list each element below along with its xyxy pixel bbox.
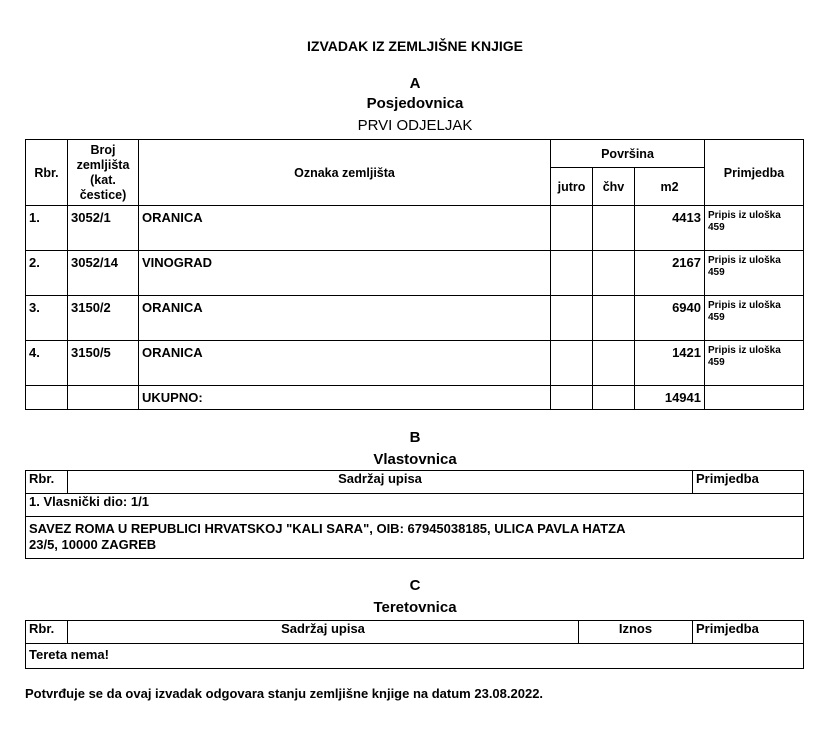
header-povrsina: Površina [551,140,705,168]
row-broj: 3150/2 [68,296,139,341]
c-header-rbr: Rbr. [26,621,68,644]
row-chv [593,341,635,386]
posjedovnica-table [25,139,804,410]
row-rbr: 3. [26,296,68,341]
owner-line2: 23/5, 10000 ZAGREB [29,537,157,552]
row-jutro [551,251,593,296]
header-m2: m2 [635,168,705,206]
row-primjedba-line1: Pripis iz uloška [708,345,781,356]
ownership-share: 1. Vlasnički dio: 1/1 [26,494,804,517]
header-rbr: Rbr. [26,140,68,206]
total-m2: 14941 [635,386,705,410]
row-m2: 4413 [635,206,705,251]
total-broj-empty [68,386,139,410]
b-header-sadrzaj: Sadržaj upisa [68,471,693,494]
header-oznaka: Oznaka zemljišta [139,140,551,206]
section-a-subtitle: PRVI ODJELJAK [357,117,473,134]
encumbrance-entry: Tereta nema! [26,644,804,669]
row-jutro [551,206,593,251]
total-primjedba-empty [705,386,804,410]
header-broj-line4: čestice) [79,187,127,202]
row-m2: 2167 [635,251,705,296]
header-chv: čhv [593,168,635,206]
total-row [26,386,804,410]
owner-line1: SAVEZ ROMA U REPUBLICI HRVATSKOJ "KALI SARA", OIB: 67945038185, ULICA PAVLA HATZA [29,521,626,536]
table-row [26,206,804,251]
header-broj-line1: Broj [90,142,116,157]
row-m2: 1421 [635,341,705,386]
section-a-letter: A [409,75,421,92]
row-broj: 3052/14 [68,251,139,296]
document-title: IZVADAK IZ ZEMLJIŠNE KNJIGE [307,38,523,54]
row-oznaka: ORANICA [139,341,551,386]
table-row [26,251,804,296]
row-broj: 3150/5 [68,341,139,386]
row-oznaka: VINOGRAD [139,251,551,296]
total-label: UKUPNO: [139,386,551,410]
total-chv-empty [593,386,635,410]
row-primjedba-line2: 459 [708,357,725,368]
row-oznaka: ORANICA [139,296,551,341]
row-primjedba-line1: Pripis iz uloška [708,300,781,311]
row-primjedba-line1: Pripis iz uloška [708,255,781,266]
section-a-name: Posjedovnica [366,95,464,112]
row-primjedba-line2: 459 [708,267,725,278]
row-primjedba [705,251,804,296]
c-header-sadrzaj: Sadržaj upisa [68,621,579,644]
teretovnica-table [25,620,804,669]
row-broj: 3052/1 [68,206,139,251]
row-primjedba-line2: 459 [708,312,725,323]
header-broj-line2: zemljišta [76,157,130,172]
section-b-name: Vlastovnica [373,451,457,468]
row-primjedba-line1: Pripis iz uloška [708,210,781,221]
total-jutro-empty [551,386,593,410]
row-rbr: 4. [26,341,68,386]
row-oznaka: ORANICA [139,206,551,251]
section-c-name: Teretovnica [373,599,457,616]
row-chv [593,296,635,341]
certification-footer: Potvrđuje se da ovaj izvadak odgovara stanju zemljišne knjige na datum 23.08.2022. [25,686,544,701]
b-header-rbr: Rbr. [26,471,68,494]
owner-entry [26,517,804,559]
section-b-letter: B [409,429,421,446]
row-chv [593,251,635,296]
header-broj-zemljista [68,140,139,206]
b-header-primjedba: Primjedba [693,471,804,494]
total-rbr-empty [26,386,68,410]
c-header-iznos: Iznos [579,621,693,644]
row-primjedba [705,341,804,386]
header-broj-line3: (kat. [90,172,116,187]
section-c-letter: C [409,577,421,594]
row-rbr: 2. [26,251,68,296]
row-primjedba [705,296,804,341]
table-row [26,296,804,341]
row-chv [593,206,635,251]
row-primjedba-line2: 459 [708,222,725,233]
vlastovnica-table [25,470,804,559]
row-rbr: 1. [26,206,68,251]
header-jutro: jutro [551,168,593,206]
row-jutro [551,296,593,341]
row-jutro [551,341,593,386]
header-primjedba: Primjedba [705,140,804,206]
row-m2: 6940 [635,296,705,341]
table-row [26,341,804,386]
c-header-primjedba: Primjedba [693,621,804,644]
row-primjedba [705,206,804,251]
